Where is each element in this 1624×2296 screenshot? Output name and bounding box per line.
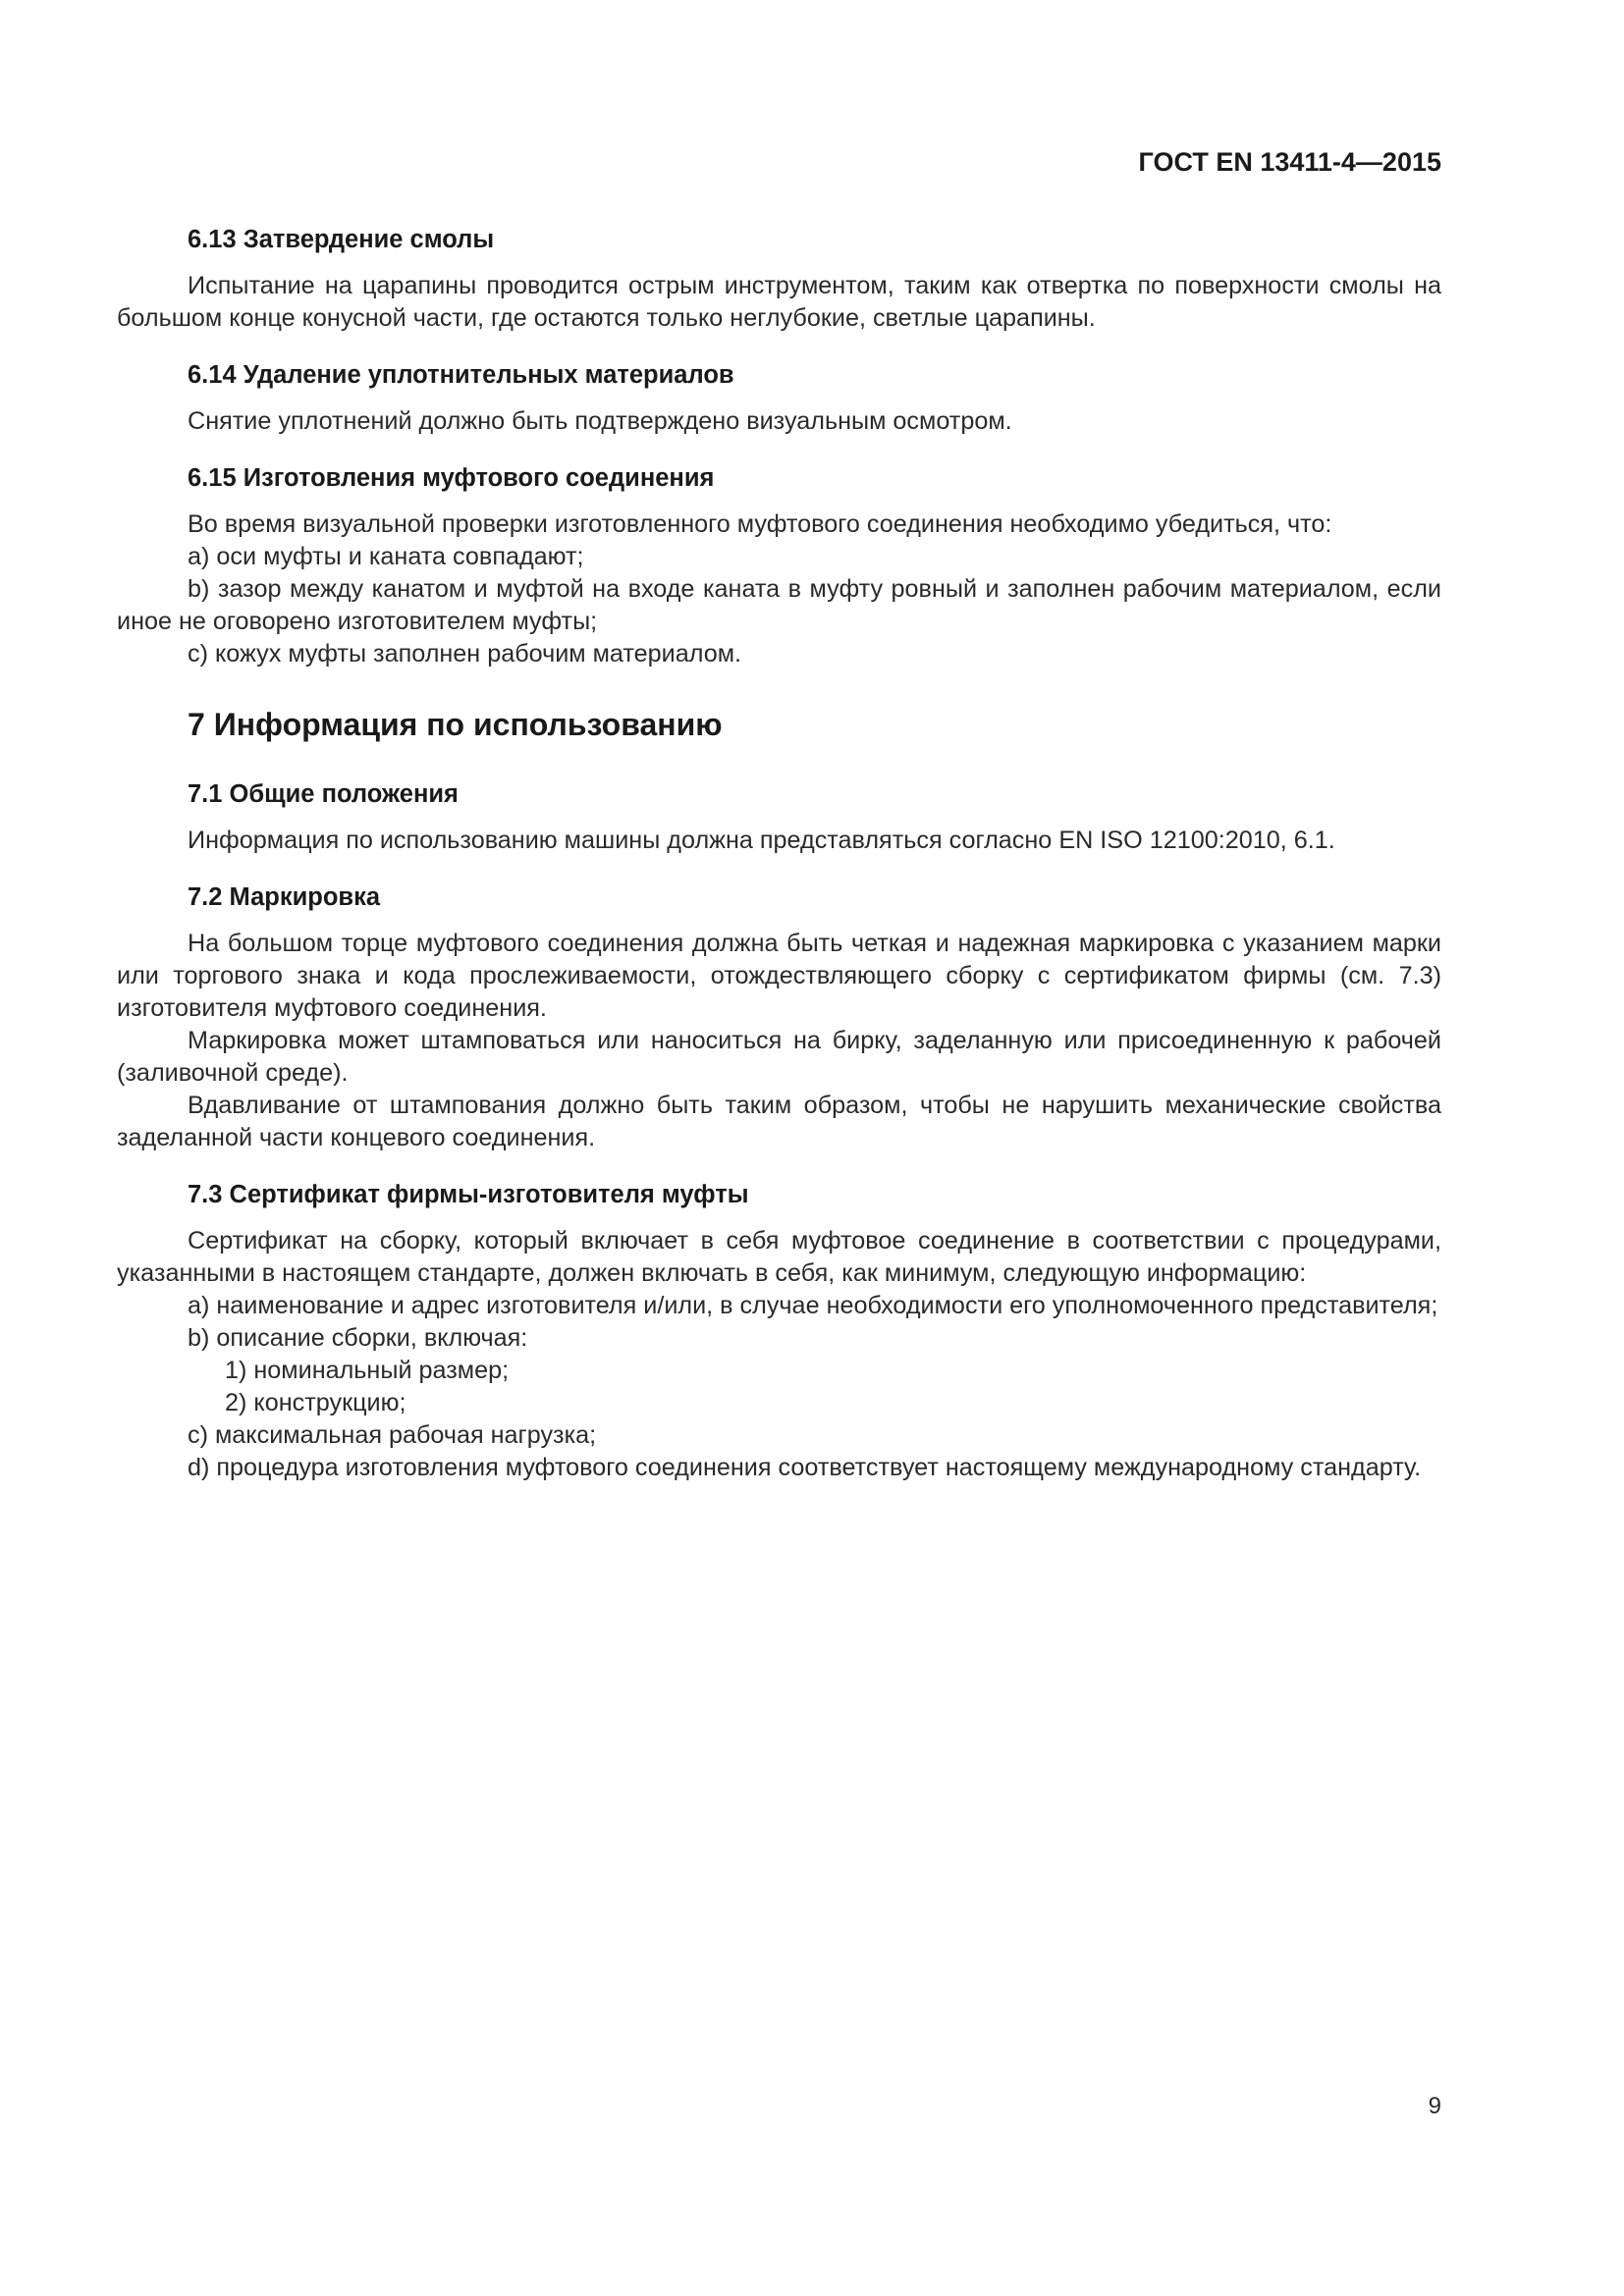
paragraph-7-1: Информация по использованию машины должна представляться согласно EN ISO 12100:2010, 6.1. — [188, 827, 1335, 854]
list-item-7-3-a: a) наименование и адрес изготовителя и/или, в случае необходимости его уполномоченного представителя; — [188, 1292, 1438, 1319]
heading-section-7: 7 Информация по использованию — [188, 707, 723, 742]
document-body — [117, 224, 1441, 1484]
paragraph-7-3: Сертификат на сборку, который включает в себя муфтовое соединение в соответствии с процедурами, указанными в настоящем стандарте, должен включать в себя, как минимум, следующую информацию: — [117, 1227, 1441, 1287]
heading-6-14: 6.14 Удаление уплотнительных материалов — [188, 361, 734, 389]
list-item-7-3-d: d) процедура изготовления муфтового соединения соответствует настоящему международному стандарту. — [188, 1454, 1422, 1481]
list-item-6-15-c: c) кожух муфты заполнен рабочим материалом. — [188, 640, 742, 667]
page-number: 9 — [1428, 2093, 1441, 2119]
paragraph-7-2-c: Вдавливание от штампования должно быть таким образом, чтобы не нарушить механические свойства заделанной части концевого соединения. — [117, 1092, 1441, 1151]
list-item-7-3-c: c) максимальная рабочая нагрузка; — [188, 1421, 597, 1449]
list-item-6-15-a: a) оси муфты и каната совпадают; — [188, 543, 584, 570]
paragraph-6-14: Снятие уплотнений должно быть подтверждено визуальным осмотром. — [188, 407, 1012, 435]
paragraph-6-15: Во время визуальной проверки изготовленного муфтового соединения необходимо убедиться, что: — [188, 510, 1332, 538]
list-item-7-3-b: b) описание сборки, включая: — [188, 1324, 528, 1352]
standard-id: ГОСТ EN 13411-4—2015 — [1138, 147, 1441, 177]
list-item-7-3-b-1: 1) номинальный размер; — [225, 1357, 510, 1384]
paragraph-7-2-a: На большом торце муфтового соединения должна быть четкая и надежная маркировка с указанием марки или торгового знака и кода прослеживаемости, отождествляющего сборку с сертификатом фирмы (см. 7.3) изготовителя муфтового соединения. — [117, 930, 1441, 1022]
paragraph-7-2-b: Маркировка может штамповаться или наноситься на бирку, заделанную или присоединенную к рабочей (заливочной среде). — [117, 1027, 1441, 1087]
list-item-7-3-b-2: 2) конструкцию; — [225, 1389, 406, 1416]
heading-6-13: 6.13 Затвердение смолы — [188, 226, 495, 253]
paragraph-6-13: Испытание на царапины проводится острым инструментом, таким как отвертка по поверхности смолы на большом конце конусной части, где остаются только неглубокие, светлые царапины. — [117, 272, 1441, 332]
list-item-6-15-b: b) зазор между канатом и муфтой на входе каната в муфту ровный и заполнен рабочим материалом, если иное не оговорено изготовителем муфты; — [117, 575, 1441, 635]
heading-7-3: 7.3 Сертификат фирмы-изготовителя муфты — [188, 1181, 749, 1208]
heading-7-1: 7.1 Общие положения — [188, 780, 459, 808]
heading-7-2: 7.2 Маркировка — [188, 883, 381, 911]
heading-6-15: 6.15 Изготовления муфтового соединения — [188, 464, 715, 492]
